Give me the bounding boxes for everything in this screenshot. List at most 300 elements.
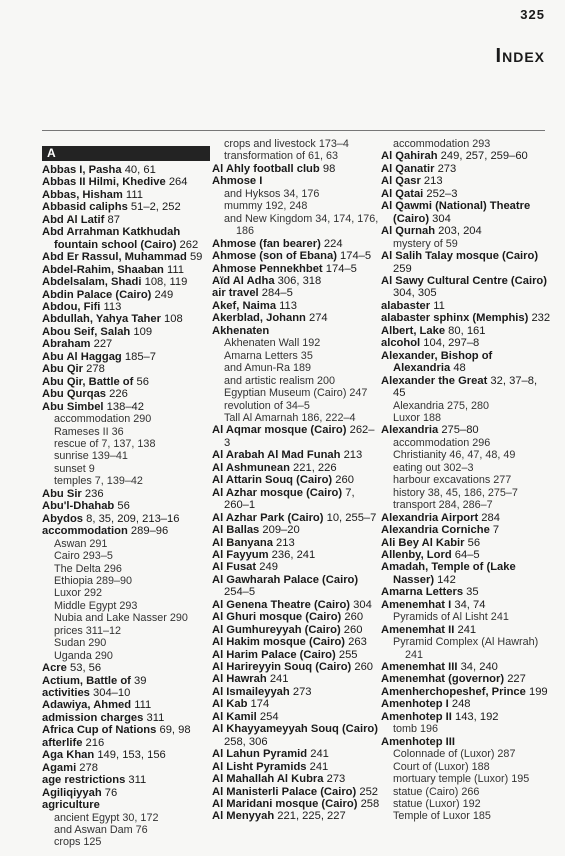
- index-entry-pages: 48: [450, 362, 466, 375]
- index-subentry: Egyptian Museum (Cairo) 247: [224, 387, 368, 400]
- index-entry-pages: 142: [434, 573, 456, 586]
- index-entry-pages: 264: [165, 176, 188, 189]
- index-entry: [381, 537, 551, 549]
- index-entry: [381, 275, 551, 300]
- index-entry-pages: 311: [143, 711, 165, 724]
- index-entry-heading: Abu'l-Dhahab: [42, 500, 115, 513]
- index-subentry: and New Kingdom 34, 174, 176, 186: [224, 212, 379, 238]
- index-entry: [381, 624, 551, 636]
- index-entry-pages: 7: [489, 524, 500, 537]
- index-entry-heading: Abu Qurqas: [42, 388, 107, 401]
- index-subentry: Akhenaten Wall 192: [224, 337, 321, 350]
- index-entry: [42, 289, 210, 301]
- index-entry-heading: Abdelsalam, Shadi: [42, 276, 142, 289]
- index-subentry: and artistic realism 200: [224, 374, 336, 387]
- index-entry-pages: 111: [131, 699, 152, 712]
- index-entry-pages: 98: [319, 162, 336, 175]
- index-subentry: Ethiopia 289–90: [54, 574, 133, 587]
- index-entry: [381, 337, 551, 349]
- index-entry: [212, 711, 380, 723]
- index-entry-pages: 109: [130, 325, 153, 338]
- index-subentry: Pyramids of Al Lisht 241: [393, 611, 509, 624]
- index-entry-heading: Al Ghuri mosque (Cairo): [212, 611, 342, 624]
- index-entry-pages: 76: [101, 786, 118, 799]
- index-entry-heading: Al Hawrah: [212, 673, 267, 686]
- index-entry-heading: Amenemhat (governor): [381, 673, 505, 686]
- index-entry-heading: Amenhotep I: [381, 698, 449, 711]
- index-entry: [212, 474, 380, 486]
- index-entry-pages: 273: [323, 773, 346, 786]
- index-entry: [212, 287, 380, 299]
- index-entry-pages: 311: [125, 774, 147, 787]
- index-entry-heading: Actium, Battle of: [42, 674, 131, 687]
- index-entry-pages: 104, 297–8: [420, 337, 480, 350]
- index-subentry: and Amun-Ra 189: [224, 362, 312, 375]
- index-entry: [212, 673, 380, 685]
- index-subentry: temples 7, 139–42: [54, 475, 143, 488]
- index-subentry: tomb 196: [393, 723, 439, 736]
- index-entry: [212, 524, 380, 536]
- index-entry-pages: 236: [81, 487, 104, 500]
- index-entry-pages: 56: [133, 375, 149, 388]
- index-entry-pages: 221, 225, 227: [274, 810, 346, 823]
- index-entry-pages: 284–5: [258, 287, 293, 300]
- index-entry: [42, 525, 210, 537]
- index-entry-pages: 262–3: [224, 424, 375, 449]
- index-entry: [42, 226, 210, 251]
- index-entry: [42, 737, 210, 749]
- index-entry: [212, 649, 380, 661]
- index-entry-heading: Al Qatai: [381, 187, 424, 200]
- index-entry-pages: 260: [332, 474, 354, 487]
- index-entry: [42, 513, 210, 525]
- page-number: 325: [520, 7, 545, 22]
- index-subentry: The Delta 296: [54, 562, 122, 575]
- index-entry-pages: 260: [341, 611, 364, 624]
- index-entry: [42, 774, 210, 786]
- index-entry: [212, 238, 380, 250]
- index-entry-pages: 254–5: [224, 586, 256, 599]
- index-entry-pages: 185–7: [121, 350, 156, 363]
- index-entry-heading: Albert, Lake: [381, 324, 446, 337]
- index-entry-pages: 255: [335, 648, 358, 661]
- index-entry-heading: Al Azhar mosque (Cairo): [212, 486, 343, 499]
- index-entry-heading: Al Fayyum: [212, 548, 269, 561]
- index-entry-pages: 304: [429, 212, 451, 225]
- index-subentry: crops 125: [54, 836, 102, 849]
- index-entry-pages: 11: [430, 299, 445, 312]
- index-entry: [212, 798, 380, 810]
- index-entry-heading: Abu Qir: [42, 363, 84, 376]
- index-entry-pages: 113: [276, 299, 297, 312]
- index-entry: [212, 549, 380, 561]
- index-entry-pages: 278: [76, 761, 98, 774]
- index-subentry: statue (Luxor) 192: [393, 798, 481, 811]
- index-entry-pages: 274: [305, 312, 328, 325]
- index-column-3: [381, 138, 551, 823]
- index-entry: [212, 686, 380, 698]
- index-entry-pages: 174: [247, 698, 270, 711]
- index-entry-heading: Al Khayyameyyah Souq (Cairo): [212, 723, 378, 736]
- index-entry-pages: 249: [151, 288, 174, 301]
- index-entry-pages: 64–5: [451, 548, 480, 561]
- index-entry: [381, 661, 551, 673]
- index-entry: [381, 300, 551, 312]
- index-entry: [381, 150, 551, 162]
- index-subentry: statue (Cairo) 266: [393, 785, 480, 798]
- index-entry: [381, 599, 551, 611]
- index-entry-heading: Al Maridani mosque (Cairo): [212, 798, 358, 811]
- index-entry-heading: Aïd Al Adha: [212, 274, 275, 287]
- index-entry-pages: 258, 306: [224, 735, 268, 748]
- index-subentry: prices 311–12: [54, 624, 122, 637]
- index-entry-pages: 199: [525, 685, 548, 698]
- index-entry: [212, 698, 380, 710]
- index-entry-pages: 59: [186, 251, 203, 264]
- index-entry-heading: Al Azhar Park (Cairo): [212, 511, 324, 524]
- index-subentry: Alexandria 275, 280: [393, 399, 490, 412]
- index-subentry: rescue of 7, 137, 138: [54, 437, 156, 450]
- index-entry: [381, 549, 551, 561]
- index-entry-pages: 203, 204: [435, 225, 482, 238]
- index-subentry: Luxor 188: [393, 411, 442, 424]
- index-entry: [42, 724, 210, 736]
- page-title: Index: [495, 45, 545, 67]
- index-entry-pages: 149, 153, 156: [94, 749, 166, 762]
- index-entry-heading: Amarna Letters: [381, 586, 464, 599]
- index-entry-heading: Abd Arrahman Katkhudah fountain school (Cairo): [42, 226, 181, 251]
- index-entry-heading: Amenemhat I: [381, 598, 452, 611]
- index-entry-pages: 254: [256, 710, 279, 723]
- index-subentry: mummy 192, 248: [224, 200, 308, 213]
- index-subentry: Court of (Luxor) 188: [393, 760, 490, 773]
- index-entry-heading: Al Gumhureyyah (Cairo): [212, 623, 341, 636]
- index-entry-pages: 111: [163, 263, 184, 276]
- index-entry: [381, 512, 551, 524]
- index-entry-pages: 278: [83, 363, 105, 376]
- index-subentry: sunset 9: [54, 462, 95, 475]
- index-entry-heading: Al Qahirah: [381, 150, 438, 163]
- index-entry-heading: Akhenaten: [212, 324, 270, 337]
- index-subentry: accommodation 296: [393, 436, 491, 449]
- index-entry: [212, 661, 380, 673]
- index-entry-pages: 304: [350, 598, 372, 611]
- index-entry-pages: 108, 119: [141, 276, 188, 289]
- index-entry: [381, 350, 551, 375]
- index-entry-pages: 258: [357, 798, 380, 811]
- index-entry-heading: Al Qanatir: [381, 162, 435, 175]
- index-entry: [42, 214, 210, 226]
- index-entry-heading: Al Lisht Pyramids: [212, 760, 307, 773]
- index-entry-heading: Al Ashmunean: [212, 461, 290, 474]
- index-subentry: eating out 302–3: [393, 461, 474, 474]
- index-entry-pages: 227: [90, 338, 113, 351]
- index-entry: [212, 599, 380, 611]
- index-entry-heading: Abbas, Hisham: [42, 188, 123, 201]
- index-entry-pages: 108: [160, 313, 183, 326]
- index-subentry: and Hyksos 34, 176: [224, 187, 320, 200]
- index-entry-heading: admission charges: [42, 711, 144, 724]
- index-entry-pages: 35: [463, 586, 479, 599]
- index-entry-heading: alcohol: [381, 337, 421, 350]
- index-entry-pages: 306, 318: [274, 274, 322, 287]
- index-entry: [212, 512, 380, 524]
- index-entry: [42, 687, 210, 699]
- index-entry-heading: Ahmose Pennekhbet: [212, 262, 323, 275]
- index-entry-heading: Al Attarin Souq (Cairo): [212, 474, 333, 487]
- index-entry-heading: Adawiya, Ahmed: [42, 699, 132, 712]
- index-entry: [381, 686, 551, 698]
- index-entry: [212, 300, 380, 312]
- header-divider: [42, 130, 545, 131]
- index-entry-heading: alabaster: [381, 299, 431, 312]
- index-entry-heading: Abdullah, Yahya Taher: [42, 313, 161, 326]
- index-entry-pages: 138–42: [103, 400, 144, 413]
- index-entry-heading: Abd Er Rassul, Muhammad: [42, 251, 187, 264]
- index-entry-pages: 259: [393, 262, 412, 275]
- index-entry-pages: 260: [351, 661, 374, 674]
- index-entry-heading: Ahmose (fan bearer): [212, 237, 321, 250]
- index-subentry: and Aswan Dam 76: [54, 824, 148, 837]
- index-entry-heading: Alexander the Great: [381, 374, 488, 387]
- index-entry: [381, 524, 551, 536]
- index-entry: [42, 251, 210, 263]
- index-subentry: Amarna Letters 35: [224, 349, 313, 362]
- index-entry: [212, 449, 380, 461]
- index-entry-pages: 80, 161: [445, 324, 486, 337]
- index-subentry: Tall Al Amarnah 186, 222–4: [224, 411, 356, 424]
- index-entry: [381, 188, 551, 200]
- index-subentry: Aswan 291: [54, 537, 108, 550]
- index-entry: [42, 712, 210, 724]
- section-letter-heading: A: [42, 146, 210, 161]
- index-entry-heading: Al Ismaileyyah: [212, 685, 290, 698]
- index-subentry: transformation of 61, 63: [224, 150, 339, 163]
- index-subentry: history 38, 45, 186, 275–7: [393, 486, 518, 499]
- index-entry-pages: 248: [448, 698, 471, 711]
- index-entry-heading: Al Genena Theatre (Cairo): [212, 598, 351, 611]
- index-entry-pages: 241: [266, 673, 289, 686]
- index-entry-heading: Abdou, Fifi: [42, 300, 101, 313]
- index-entry: [212, 175, 380, 187]
- index-entry-pages: 34, 240: [457, 661, 498, 674]
- index-entry: [212, 163, 380, 175]
- index-entry-heading: Abbasid caliphs: [42, 201, 128, 214]
- index-entry: [42, 675, 210, 687]
- index-entry-heading: Abd Al Latif: [42, 213, 105, 226]
- index-subentry: Pyramid Complex (Al Hawrah) 241: [393, 636, 539, 661]
- index-subentry: Luxor 292: [54, 587, 103, 600]
- index-entry: [212, 810, 380, 822]
- index-entry: [381, 312, 551, 324]
- index-entry-heading: Al Arabah Al Mad Funah: [212, 449, 341, 462]
- index-entry-heading: Abu Al Haggag: [42, 350, 122, 363]
- index-entry-pages: 232: [528, 312, 551, 325]
- index-column-2: [212, 138, 380, 823]
- index-entry: [42, 264, 210, 276]
- index-entry-pages: 69, 98: [156, 724, 191, 737]
- index-entry: [381, 424, 551, 436]
- index-entry: [42, 201, 210, 213]
- index-entry: [42, 500, 210, 512]
- index-entry-heading: Al Qasr: [381, 175, 421, 188]
- index-entry-pages: 227: [504, 673, 526, 686]
- index-entry: [212, 723, 380, 748]
- index-entry: [42, 313, 210, 325]
- index-subentry: Cairo 293–5: [54, 550, 113, 563]
- index-entry-pages: 236, 241: [268, 548, 316, 561]
- index-entry: [212, 748, 380, 760]
- index-entry-heading: Aga Khan: [42, 749, 95, 762]
- index-entry: [42, 363, 210, 375]
- index-entry-heading: Amenemhat III: [381, 661, 458, 674]
- index-entry-pages: 275–80: [438, 424, 479, 437]
- index-entry: [42, 338, 210, 350]
- index-entry-heading: afterlife: [42, 736, 83, 749]
- index-entry: [212, 250, 380, 262]
- index-entry-heading: Al Qurnah: [381, 225, 436, 238]
- index-entry: [212, 537, 380, 549]
- index-entry-heading: air travel: [212, 287, 259, 300]
- index-entry-heading: Al Ballas: [212, 524, 260, 537]
- index-entry: [42, 762, 210, 774]
- index-entry-pages: 7, 260–1: [224, 486, 355, 512]
- index-subentry: Temple of Luxor 185: [393, 810, 491, 823]
- index-entry: [42, 276, 210, 288]
- index-entry-pages: 56: [464, 536, 481, 549]
- index-entry: [212, 275, 380, 287]
- index-entry-pages: 249, 257, 259–60: [437, 150, 528, 163]
- index-entry-heading: Amadah, Temple of (Lake Nasser): [381, 561, 516, 586]
- index-entry: [381, 325, 551, 337]
- index-entry: [381, 586, 551, 598]
- index-entry-heading: Al Fusat: [212, 561, 257, 574]
- index-entry: [212, 786, 380, 798]
- index-entry-heading: Al Kab: [212, 698, 248, 711]
- index-subentry: Christianity 46, 47, 48, 49: [393, 449, 516, 462]
- index-entry: [42, 189, 210, 201]
- index-entry-heading: Al Banyana: [212, 536, 273, 549]
- index-entry: [42, 799, 210, 811]
- index-entry: [42, 488, 210, 500]
- index-entry: [212, 325, 380, 337]
- index-entry: [212, 561, 380, 573]
- index-entry-pages: 241: [454, 623, 477, 636]
- index-entry-pages: 32, 37–8, 45: [393, 374, 538, 400]
- index-entry-pages: 289–96: [127, 525, 169, 538]
- index-entry: [212, 462, 380, 474]
- index-entry: [212, 574, 380, 599]
- index-entry-heading: Ali Bey Al Kabir: [381, 536, 465, 549]
- index-entry-heading: agriculture: [42, 799, 100, 812]
- index-entry: [212, 773, 380, 785]
- index-entry: [381, 561, 551, 586]
- index-subentry: revolution of 34–5: [224, 399, 310, 412]
- index-entry-heading: Ahmose I: [212, 175, 263, 188]
- index-subentry: mystery of 59: [393, 237, 458, 250]
- index-entry-heading: Abbas I, Pasha: [42, 164, 122, 176]
- index-entry-heading: Al Aqmar mosque (Cairo): [212, 424, 347, 437]
- index-entry: [381, 175, 551, 187]
- index-entry-pages: 213: [272, 536, 295, 549]
- index-entry-pages: 221, 226: [289, 461, 337, 474]
- index-entry: [42, 376, 210, 388]
- index-entry-heading: Amenemhat II: [381, 623, 455, 636]
- index-entry-pages: 111: [122, 188, 143, 201]
- index-entry: [381, 250, 551, 275]
- index-entry-heading: Al Kamil: [212, 710, 257, 723]
- index-entry-pages: 273: [289, 685, 312, 698]
- index-entry-heading: Abu Sir: [42, 487, 82, 500]
- index-subentry: accommodation 290: [54, 413, 152, 426]
- index-entry-pages: 226: [106, 388, 128, 401]
- index-entry-pages: 39: [130, 674, 147, 687]
- index-subentry: ancient Egypt 30, 172: [54, 811, 159, 824]
- index-entry-heading: Al Menyyah: [212, 810, 275, 823]
- index-entry: [42, 388, 210, 400]
- index-entry-pages: 213: [340, 449, 363, 462]
- index-entry-pages: 10, 255–7: [323, 511, 377, 524]
- index-entry-heading: Allenby, Lord: [381, 548, 452, 561]
- index-entry-heading: Abdin Palace (Cairo): [42, 288, 152, 301]
- index-entry-heading: Abu Qir, Battle of: [42, 375, 134, 388]
- index-entry-heading: Ahmose (son of Ebana): [212, 250, 337, 263]
- index-subentry: Nubia and Lake Nasser 290: [54, 612, 188, 625]
- index-entry: [381, 711, 551, 723]
- index-entry: [212, 624, 380, 636]
- index-entry-pages: 51–2, 252: [127, 201, 181, 214]
- index-entry-heading: Abou Seif, Salah: [42, 325, 131, 338]
- index-entry-pages: 249: [256, 561, 278, 574]
- index-entry-heading: accommodation: [42, 525, 128, 538]
- index-entry-heading: Akef, Naima: [212, 299, 277, 312]
- index-entry-heading: Al Sawy Cultural Centre (Cairo): [381, 274, 547, 287]
- index-entry-heading: Alexandria: [381, 424, 439, 437]
- index-entry-heading: Al Salih Talay mosque (Cairo): [381, 250, 539, 263]
- index-entry: [212, 487, 380, 512]
- index-entry: [42, 787, 210, 799]
- index-entry-heading: Al Lahun Pyramid: [212, 748, 308, 761]
- index-subentry: harbour excavations 277: [393, 474, 512, 487]
- index-entry-pages: 216: [82, 736, 105, 749]
- index-entry-heading: Abbas II Hilmi, Khedive: [42, 176, 166, 189]
- index-entry-pages: 273: [434, 162, 457, 175]
- index-entry-pages: 304, 305: [393, 287, 437, 300]
- index-entry-heading: Amenhotep III: [381, 735, 455, 748]
- index-entry: [42, 351, 210, 363]
- index-entry-heading: Al Harireyyin Souq (Cairo): [212, 661, 352, 674]
- index-entry-heading: Abdel-Rahim, Shaaban: [42, 263, 164, 276]
- index-entry-pages: 304–10: [89, 687, 131, 700]
- index-entry-heading: age restrictions: [42, 774, 126, 787]
- index-entry-heading: Amenherchopeshef, Prince: [381, 685, 526, 698]
- index-entry-heading: Al Mahallah Al Kubra: [212, 773, 324, 786]
- index-entry: [42, 749, 210, 761]
- index-entry-heading: Alexandria Corniche: [381, 524, 490, 537]
- index-entry: [42, 301, 210, 313]
- index-subentry: Colonnade of (Luxor) 287: [393, 748, 516, 761]
- index-entry-heading: Africa Cup of Nations: [42, 724, 157, 737]
- index-entry-pages: 34, 74: [451, 598, 486, 611]
- index-entry-heading: alabaster sphinx (Memphis): [381, 312, 529, 325]
- index-entry-pages: 143, 192: [451, 710, 499, 723]
- index-entry-heading: Al Manisterli Palace (Cairo): [212, 785, 357, 798]
- index-entry: [212, 636, 380, 648]
- index-entry: [212, 761, 380, 773]
- index-subentry: accommodation 293: [393, 138, 491, 150]
- index-entry: [381, 163, 551, 175]
- index-entry-heading: Acre: [42, 662, 67, 675]
